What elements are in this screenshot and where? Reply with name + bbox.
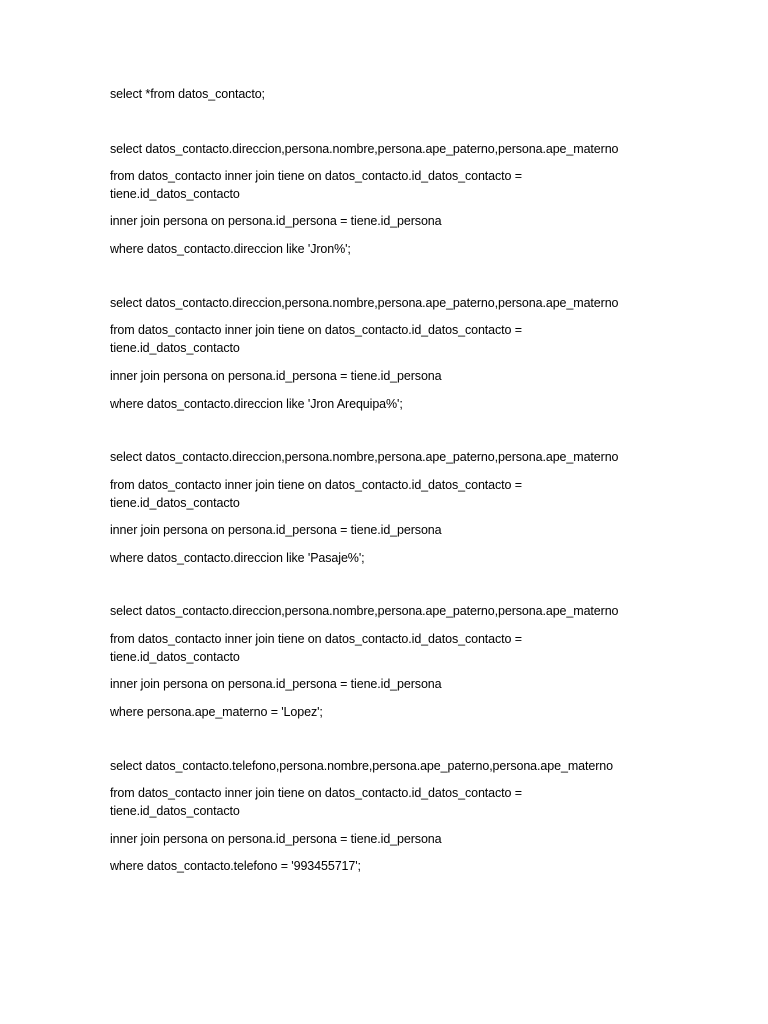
query-6-line-3: tiene.id_datos_contacto <box>110 804 240 818</box>
query-4-line-2: from datos_contacto inner join tiene on datos_contacto.id_datos_contacto = <box>110 478 522 492</box>
query-3-line-1: select datos_contacto.direccion,persona.nombre,persona.ape_paterno,persona.ape_materno <box>110 296 619 310</box>
query-6-line-4: inner join persona on persona.id_persona = tiene.id_persona <box>110 832 442 846</box>
query-5-line-3: tiene.id_datos_contacto <box>110 650 240 664</box>
query-2-line-1: select datos_contacto.direccion,persona.nombre,persona.ape_paterno,persona.ape_materno <box>110 142 619 156</box>
query-3-line-5: where datos_contacto.direccion like 'Jron Arequipa%'; <box>110 397 403 411</box>
query-2-line-2: from datos_contacto inner join tiene on datos_contacto.id_datos_contacto = <box>110 169 522 183</box>
query-6-line-1: select datos_contacto.telefono,persona.nombre,persona.ape_paterno,persona.ape_materno <box>110 759 613 773</box>
query-4-line-5: where datos_contacto.direccion like 'Pasaje%'; <box>110 551 365 565</box>
query-2-line-5: where datos_contacto.direccion like 'Jron%'; <box>110 242 351 256</box>
query-2-line-3: tiene.id_datos_contacto <box>110 187 240 201</box>
query-5-line-1: select datos_contacto.direccion,persona.nombre,persona.ape_paterno,persona.ape_materno <box>110 604 619 618</box>
query-3-line-3: tiene.id_datos_contacto <box>110 341 240 355</box>
query-2-line-4: inner join persona on persona.id_persona = tiene.id_persona <box>110 214 442 228</box>
query-4-line-4: inner join persona on persona.id_persona = tiene.id_persona <box>110 523 442 537</box>
query-4-line-1: select datos_contacto.direccion,persona.nombre,persona.ape_paterno,persona.ape_materno <box>110 450 619 464</box>
query-5-line-2: from datos_contacto inner join tiene on datos_contacto.id_datos_contacto = <box>110 632 522 646</box>
query-3-line-4: inner join persona on persona.id_persona = tiene.id_persona <box>110 369 442 383</box>
query-4-line-3: tiene.id_datos_contacto <box>110 496 240 510</box>
query-5-line-4: inner join persona on persona.id_persona = tiene.id_persona <box>110 677 442 691</box>
query-3-line-2: from datos_contacto inner join tiene on datos_contacto.id_datos_contacto = <box>110 323 522 337</box>
query-1-line-1: select *from datos_contacto; <box>110 87 265 101</box>
query-6-line-5: where datos_contacto.telefono = '993455717'; <box>110 859 361 873</box>
query-5-line-5: where persona.ape_materno = 'Lopez'; <box>110 705 323 719</box>
query-6-line-2: from datos_contacto inner join tiene on datos_contacto.id_datos_contacto = <box>110 786 522 800</box>
